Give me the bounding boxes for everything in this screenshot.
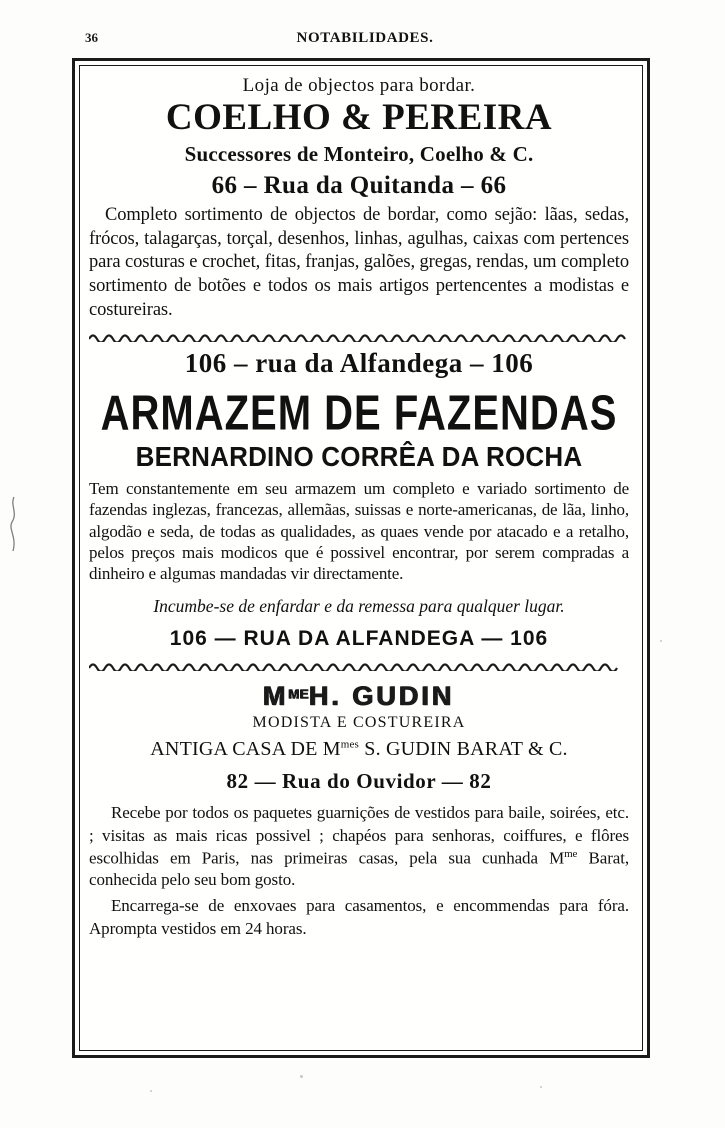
advertisements-content [89, 73, 629, 940]
ad3-fancy-name [89, 681, 629, 712]
ad3-body-1-sup: me [564, 847, 578, 860]
ad3-body-1-rest: Barat, conhecida pelo seu bom gosto. [89, 848, 629, 890]
ad2-italic-note: Incumbe-se de enfardar e da remessa para qualquer lugar. [153, 596, 565, 617]
ad1-address: 66 – Rua da Quitanda – 66 [211, 171, 507, 199]
ad-mme-gudin [89, 681, 629, 939]
scan-speck [300, 1075, 303, 1078]
ad-coelho-pereira [89, 75, 629, 322]
page-folio: 36 [85, 30, 98, 45]
ad1-title: COELHO & PEREIRA [165, 97, 553, 138]
ad3-body-2: Encarrega-se de enxovaes para casamentos, e encommendas para fóra. Aprompta vestidos em 24 horas. [89, 896, 629, 938]
ad2-address-top: 106 – rua da Alfandega – 106 [184, 348, 534, 379]
running-head [70, 30, 660, 50]
ornament-divider-1 [89, 330, 629, 342]
ad3-body-1 [89, 802, 629, 891]
ad3-antiga-casa-sup: mes [340, 738, 360, 751]
ad2-owner-name: BERNARDINO CORRÊA DA ROCHA [135, 441, 583, 473]
ad1-body: Completo sortimento de objectos de bordar, como sejão: lãas, sedas, frócos, talagarças, torçal, desenhos, linhas, agulhas, caixas com pertences para costuras e crochet, fitas, franjas, galões, gregas, rendas, um completo sortimento de botões e todos os mais artigos pertencentes a modistas e costureiras. [89, 204, 629, 320]
scan-speck [150, 1090, 152, 1092]
ad3-name-prefix: M [263, 681, 289, 712]
ad1-successors: Successores de Monteiro, Coelho & C. [184, 141, 534, 166]
ad3-name-rest: H. GUDIN [309, 681, 455, 712]
ornament-divider-2 [89, 659, 629, 671]
running-head-title: NOTABILIDADES. [296, 30, 434, 46]
ad2-body: Tem constantemente em seu armazem um completo e variado sortimento de fazendas inglezas, francezas, allemãas, suissas e norte-americanas, de lãa, linho, algodão e seda, de todas as qualidades, as quaes vende por atacado e a retalho, pelos preços mais modicos que é possivel encontrar, por serem compradas a dinheiro e algumas mandadas vir directamente. [89, 479, 629, 584]
ad2-address-bottom: 106 — RUA DA ALFANDEGA — 106 [169, 627, 549, 651]
ad1-line1: Loja de objectos para bordar. [242, 75, 476, 96]
ad3-antiga-casa [89, 738, 629, 761]
ad3-role: MODISTA E COSTUREIRA [252, 714, 466, 732]
ad-armazem-fazendas [89, 348, 629, 651]
scan-speck [660, 640, 662, 642]
ad3-body-1-text: Recebe por todos os paquetes guarnições de vestidos para baile, soirées, etc. ; visitas as mais ricas possivel ; chapéos para senhoras, coiffures, e flôres escolhidas em Paris, nas primeiras casas, pela sua cunhada M [89, 803, 629, 868]
ad3-name-superscript: ME [288, 687, 310, 703]
scan-speck [540, 1086, 542, 1088]
ad3-antiga-casa-text: ANTIGA CASA DE M [150, 738, 341, 761]
ad3-address: 82 — Rua do Ouvidor — 82 [226, 769, 492, 794]
ad2-title: ARMAZEM DE FAZENDAS [100, 386, 618, 441]
ad3-antiga-casa-rest: S. GUDIN BARAT & C. [359, 738, 568, 761]
scan-artifact-margin [8, 495, 22, 553]
advertisement-frame [72, 58, 650, 1058]
